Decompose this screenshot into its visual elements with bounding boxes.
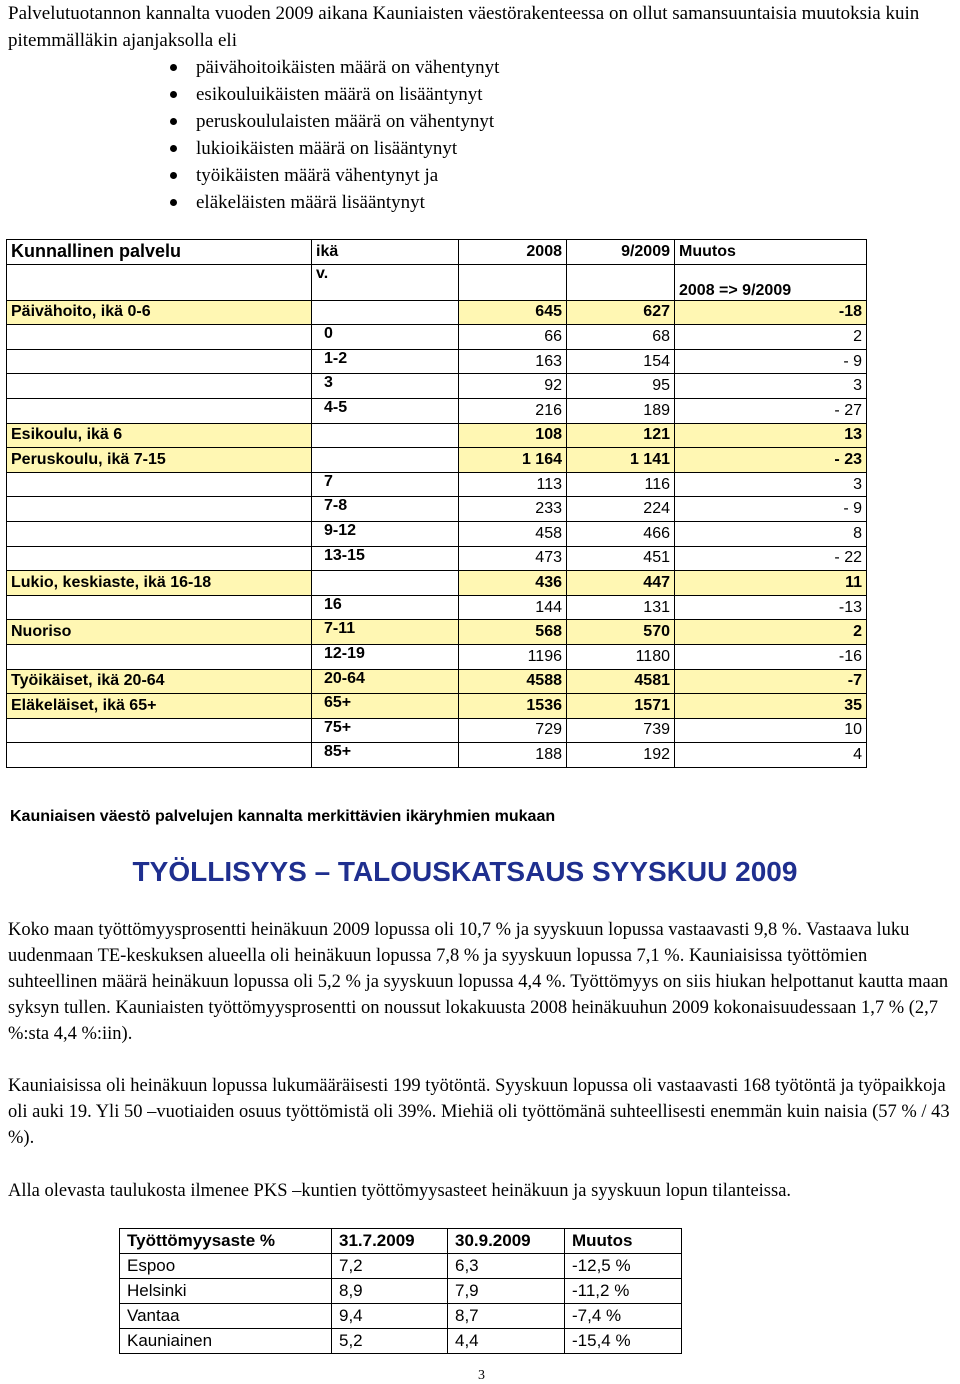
value-9-2009: 68 [567,325,675,350]
value-2008: 92 [459,374,567,399]
paragraph-2: Kauniaisissa oli heinäkuun lopussa lukumääräisesti 199 työtöntä. Syyskuun lopussa oli vastaavasti 168 työtöntä ja työpaikkoja oli auki 19. Yli 50 –vuotiaiden osuus työttömistä oli 39%. Miehiä oli työttömänä suhteellisesti enemmän kuin naisia (57 % / 43 %). [8,1076,950,1148]
value-9-2009: 627 [567,300,675,325]
value-change: -7 [675,669,867,694]
value-9-2009: 4581 [567,669,675,694]
row-label [7,349,312,374]
intro-bullet-list [8,54,953,216]
list-item: esikouluikäisten määrä on lisääntynyt [8,81,953,108]
header-cell: 31.7.2009 [332,1229,448,1254]
value-2008: 458 [459,521,567,546]
value-2008: 163 [459,349,567,374]
value-change: 4 [675,743,867,768]
value-2008: 568 [459,620,567,645]
list-item: lukioikäisten määrä on lisääntynyt [8,135,953,162]
header-cell: 30.9.2009 [448,1229,565,1254]
value-2008: 108 [459,423,567,448]
value-change: - 27 [675,398,867,423]
table-cell: 7,9 [448,1279,565,1304]
value-change: 3 [675,374,867,399]
value-change: 3 [675,472,867,497]
row-label: Päivähoito, ikä 0-6 [7,300,312,325]
row-label: Peruskoulu, ikä 7-15 [7,448,312,473]
row-label: Nuoriso [7,620,312,645]
value-change: 11 [675,571,867,596]
table-row [7,669,867,694]
row-label: Työikäiset, ikä 20-64 [7,669,312,694]
value-change: - 9 [675,349,867,374]
header-blank [567,264,675,300]
table-cell: 8,9 [332,1279,448,1304]
value-9-2009: 1 141 [567,448,675,473]
row-age: 0 [312,325,459,350]
table-header-row [120,1229,682,1254]
paragraph-1: Koko maan työttömyysprosentti heinäkuun 2009 lopussa oli 10,7 % ja syyskuun lopussa vastaavasti 9,8 %. Vastaava luku uudenmaan TE-keskuksen alueella oli heinäkuun lopussa 7,8 % ja syyskuun lopussa 7,1 %. Kauniaisissa työttömien suhteellinen määrä heinäkuun lopussa oli 5,2 % ja syyskuun lopussa 4,4 %. Työttömyys on siis hiukan helpottanut kautta maan syksyn tullen. Kauniaisten työttömyysprosentti on noussut lokakuusta 2008 heinäkuuhun 2009 kokonaisuudessaan 1,7 % (2,7 %:sta 4,4 %:iin). [8,920,949,1044]
row-age [312,423,459,448]
row-label [7,644,312,669]
table-row [120,1279,682,1304]
row-label [7,546,312,571]
value-2008: 113 [459,472,567,497]
row-age [312,300,459,325]
table-caption: Kauniaisen väestö palvelujen kannalta merkittävien ikäryhmien mukaan [10,808,556,825]
table-cell: -15,4 % [565,1329,682,1354]
table-header-row-2 [7,264,867,300]
value-2008: 473 [459,546,567,571]
list-item: päivähoitoikäisten määrä on vähentynyt [8,54,953,81]
table-cell: Vantaa [120,1304,332,1329]
value-9-2009: 466 [567,521,675,546]
header-cell: Muutos [565,1229,682,1254]
table-cell: 8,7 [448,1304,565,1329]
header-service: Kunnallinen palvelu [7,240,312,265]
table-cell: Espoo [120,1254,332,1279]
table-row [7,620,867,645]
population-table [6,239,867,768]
value-9-2009: 1180 [567,644,675,669]
row-age: 9-12 [312,521,459,546]
value-change: - 23 [675,448,867,473]
table-cell: -7,4 % [565,1304,682,1329]
table-row [7,718,867,743]
value-change: - 9 [675,497,867,522]
value-change: 8 [675,521,867,546]
table-cell: -11,2 % [565,1279,682,1304]
value-change: -16 [675,644,867,669]
row-age: 4-5 [312,398,459,423]
table-row [7,472,867,497]
row-age [312,571,459,596]
value-9-2009: 121 [567,423,675,448]
table-cell: Helsinki [120,1279,332,1304]
header-2008: 2008 [459,240,567,265]
row-age: 12-19 [312,644,459,669]
row-age: 3 [312,374,459,399]
intro-section [8,0,953,216]
table-row [7,448,867,473]
table-cell: 7,2 [332,1254,448,1279]
value-2008: 436 [459,571,567,596]
table-cell: 5,2 [332,1329,448,1354]
row-label [7,472,312,497]
row-label [7,325,312,350]
table-row [7,521,867,546]
row-label [7,718,312,743]
row-age: 13-15 [312,546,459,571]
value-change: 13 [675,423,867,448]
intro-text: Palvelutuotannon kannalta vuoden 2009 aikana Kauniaisten väestörakenteessa on ollut samansuuntaisia muutoksia kuin pitemmälläkin ajanjaksolla eli [8,3,920,51]
table-row [7,694,867,719]
table-row [7,325,867,350]
row-label [7,497,312,522]
table-cell: 9,4 [332,1304,448,1329]
table-row [120,1254,682,1279]
table-row [7,398,867,423]
value-9-2009: 189 [567,398,675,423]
value-9-2009: 570 [567,620,675,645]
table-row [7,595,867,620]
value-9-2009: 116 [567,472,675,497]
table-row [7,497,867,522]
unemployment-table [119,1228,682,1354]
table-row [7,571,867,596]
table-cell: 4,4 [448,1329,565,1354]
table-row [120,1304,682,1329]
table-row [7,743,867,768]
value-9-2009: 154 [567,349,675,374]
value-9-2009: 95 [567,374,675,399]
value-change: 2 [675,325,867,350]
row-label: Eläkeläiset, ikä 65+ [7,694,312,719]
table-row [7,423,867,448]
row-age: 65+ [312,694,459,719]
row-age [312,448,459,473]
row-age: 85+ [312,743,459,768]
row-label [7,595,312,620]
header-change-period: 2008 => 9/2009 [675,264,867,300]
value-9-2009: 1571 [567,694,675,719]
value-change: 10 [675,718,867,743]
section-heading: TYÖLLISYYS – TALOUSKATSAUS SYYSKUU 2009 [132,856,798,887]
value-2008: 188 [459,743,567,768]
row-age: 16 [312,595,459,620]
header-blank [7,264,312,300]
value-9-2009: 739 [567,718,675,743]
value-2008: 144 [459,595,567,620]
row-label [7,743,312,768]
page-number: 3 [478,1368,485,1383]
row-label [7,398,312,423]
table-row [7,349,867,374]
value-2008: 216 [459,398,567,423]
header-age-unit: v. [312,264,459,300]
table-row [7,300,867,325]
table-cell: Kauniainen [120,1329,332,1354]
table-cell: 6,3 [448,1254,565,1279]
row-label: Lukio, keskiaste, ikä 16-18 [7,571,312,596]
value-9-2009: 131 [567,595,675,620]
header-cell: Työttömyysaste % [120,1229,332,1254]
value-2008: 4588 [459,669,567,694]
table-row [7,374,867,399]
value-change: -13 [675,595,867,620]
value-2008: 1 164 [459,448,567,473]
list-item: työikäisten määrä vähentynyt ja [8,162,953,189]
value-9-2009: 224 [567,497,675,522]
row-age: 20-64 [312,669,459,694]
list-item: eläkeläisten määrä lisääntynyt [8,189,953,216]
value-9-2009: 451 [567,546,675,571]
value-2008: 66 [459,325,567,350]
row-age: 7-11 [312,620,459,645]
list-item: peruskoululaisten määrä on vähentynyt [8,108,953,135]
paragraph-3: Alla olevasta taulukosta ilmenee PKS –kuntien työttömyysasteet heinäkuun ja syyskuun lopun tilanteissa. [8,1181,792,1201]
value-change: - 22 [675,546,867,571]
table-header-row [7,240,867,265]
value-2008: 645 [459,300,567,325]
row-age: 75+ [312,718,459,743]
value-9-2009: 192 [567,743,675,768]
row-label [7,374,312,399]
table-cell: -12,5 % [565,1254,682,1279]
row-age: 7 [312,472,459,497]
value-change: 2 [675,620,867,645]
table-row [120,1329,682,1354]
value-2008: 1536 [459,694,567,719]
table-row [7,644,867,669]
header-age: ikä [312,240,459,265]
value-2008: 729 [459,718,567,743]
value-9-2009: 447 [567,571,675,596]
row-label [7,521,312,546]
header-blank [459,264,567,300]
value-change: 35 [675,694,867,719]
value-2008: 1196 [459,644,567,669]
value-2008: 233 [459,497,567,522]
header-9-2009: 9/2009 [567,240,675,265]
table-row [7,546,867,571]
row-label: Esikoulu, ikä 6 [7,423,312,448]
value-change: -18 [675,300,867,325]
row-age: 1-2 [312,349,459,374]
row-age: 7-8 [312,497,459,522]
header-change: Muutos [675,240,867,265]
